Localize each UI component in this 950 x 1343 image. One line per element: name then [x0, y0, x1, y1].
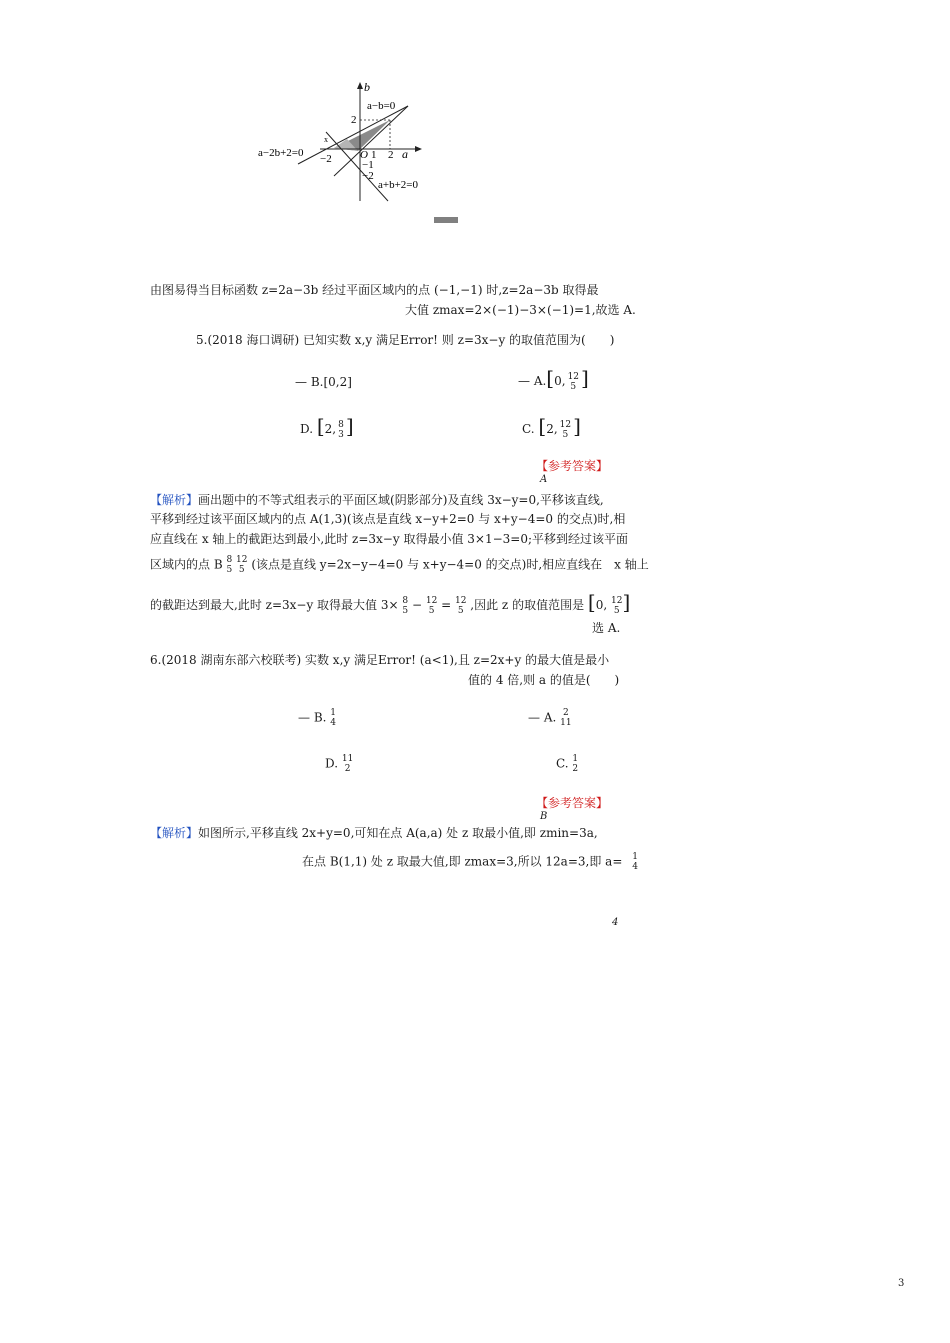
- tick-minus2-bottom: −2: [362, 170, 374, 182]
- q6-option-c-den: 2: [572, 764, 579, 774]
- q5-option-a-lo: 0,: [554, 374, 566, 388]
- sol6-line2: [302, 852, 638, 872]
- q6-option-b-den: 4: [330, 718, 337, 728]
- q6-stem2: 值的 4 倍,则 a 的值是( ): [468, 673, 620, 687]
- sol5-m-num2: 12: [425, 595, 438, 606]
- q6-option-b-prefix: — B.: [298, 710, 327, 725]
- sol5-line4: [150, 555, 649, 575]
- q6-option-c: [556, 754, 578, 774]
- q6-option-d-num: 11: [341, 754, 354, 764]
- q6-option-a-num: 2: [562, 708, 569, 718]
- para1-line1: 由图易得当目标函数 z=2a−3b 经过平面区域内的点 (−1,−1) 时,z=2a−3b 取得最: [150, 283, 599, 297]
- a-axis-arrow: [415, 146, 422, 152]
- sol5-line3: 应直线在 x 轴上的截距达到最小,此时 z=3x−y 取得最小值 3×1−3=0;平移到经过该平面: [150, 532, 629, 546]
- sol6-line1-text: 如图所示,平移直线 2x+y=0,可知在点 A(a,a) 处 z 取最小值,即 zmin=3a,: [198, 826, 598, 840]
- q6-answer-label: 【参考答案】: [536, 796, 609, 810]
- sol5-line5-end: ,因此 z 的取值范围是: [470, 598, 585, 612]
- sol5-range-num: 12: [611, 595, 623, 606]
- sol5-b-num2: 12: [236, 555, 248, 565]
- page-number: 3: [898, 1278, 905, 1289]
- sol6-stray-mark: 4: [612, 917, 619, 928]
- q5-option-c-prefix: C.: [522, 422, 535, 436]
- sol5-line2: 平移到经过该平面区域内的点 A(1,3)(该点是直线 x−y+2=0 与 x+y−4=0 的交点)时,相: [150, 512, 626, 526]
- label-x-small: x: [324, 135, 328, 144]
- q6-answer-value: B: [540, 811, 548, 822]
- q6-option-a: [528, 708, 572, 728]
- sol5-tail: 选 A.: [592, 621, 621, 635]
- q6-option-d-den: 2: [344, 764, 351, 774]
- q5-answer-value: A: [540, 474, 548, 485]
- sol5-b-den2: 5: [238, 565, 245, 575]
- tick-2-top: 2: [351, 114, 357, 126]
- sol6-ans-num: 1: [632, 852, 638, 862]
- sol5-line1-text: 画出题中的不等式组表示的平面区域(阴影部分)及直线 3x−y=0,平移该直线,: [198, 493, 604, 507]
- tick-1: 1: [371, 149, 377, 161]
- tick-2-right: 2: [388, 149, 394, 161]
- q6-stem: 6.(2018 湖南东部六校联考) 实数 x,y 满足Error! (a<1),且 z=2x+y 的最大值是最小: [150, 653, 610, 667]
- label-line-a-plus-b: a+b+2=0: [378, 179, 418, 191]
- sol5-range-lo: 0,: [595, 598, 608, 612]
- sol5-line4-end: (该点是直线 y=2x−y−4=0 与 x+y−4=0 的交点)时,相应直线在 x 轴上: [251, 557, 649, 572]
- b-axis-arrow: [357, 82, 363, 89]
- sol5-line1: [150, 492, 604, 508]
- tick-minus2-left: −2: [320, 153, 332, 165]
- feasible-region-figure: [250, 76, 440, 206]
- b-axis-label: b: [364, 80, 370, 94]
- origin-label: O: [360, 149, 368, 161]
- q5-option-d-den: 3: [338, 429, 344, 440]
- q5-option-c-den: 5: [562, 429, 569, 440]
- a-axis-label: a: [402, 147, 408, 161]
- q5-option-a-den: 5: [570, 381, 577, 392]
- sol5-m-num3: 12: [455, 595, 467, 606]
- q6-option-b: [298, 708, 336, 728]
- para1-line2: 大值 zmax=2×(−1)−3×(−1)=1,故选 A.: [405, 303, 636, 317]
- q5-answer-label: 【参考答案】: [536, 459, 609, 473]
- label-line-a-2b: a−2b+2=0: [258, 147, 304, 159]
- figure-mark: [434, 217, 458, 223]
- q5-option-b: — B.[0,2]: [295, 375, 352, 389]
- q5-option-d-num: 8: [338, 419, 344, 430]
- sol5-line5-start: 的截距达到最大,此时 z=3x−y 取得最大值 3×: [150, 598, 399, 612]
- tick-minus1: −1: [362, 159, 374, 171]
- sol5-m-den2: 5: [428, 605, 435, 616]
- q6-option-d: [325, 754, 353, 774]
- sol6-line1: [150, 825, 598, 841]
- q5-option-d: D. [2, 8 3 ]: [300, 414, 354, 440]
- q5-option-a: — A.[0, 12 5 ]: [518, 366, 589, 392]
- sol5-m-den1: 5: [402, 605, 409, 616]
- q5-option-c-lo: 2,: [546, 422, 558, 436]
- sol5-range-den: 5: [613, 605, 620, 616]
- label-line-a-b: a−b=0: [367, 100, 396, 112]
- sol5-m-num1: 8: [402, 595, 409, 606]
- q6-option-a-den: 11: [560, 718, 572, 728]
- q6-option-c-prefix: C.: [556, 756, 569, 771]
- sol5-label: 【解析】: [150, 493, 199, 507]
- q5-option-a-num: 12: [567, 371, 580, 382]
- q5-option-c-num: 12: [559, 419, 572, 430]
- q6-option-c-num: 1: [572, 754, 579, 764]
- sol6-ans-den: 4: [632, 862, 638, 872]
- q5-option-d-prefix: D.: [300, 422, 314, 436]
- q6-option-b-num: 1: [330, 708, 337, 718]
- sol5-line4-start: 区域内的点 B: [150, 557, 223, 572]
- sol6-line2-text: 在点 B(1,1) 处 z 取最大值,即 zmax=3,所以 12a=3,即 a=: [302, 854, 623, 869]
- sol5-b-num1: 8: [226, 555, 233, 565]
- q6-option-a-prefix: — A.: [528, 710, 557, 725]
- q5-option-d-lo: 2,: [324, 422, 337, 436]
- q5-option-a-prefix: — A.: [518, 374, 547, 388]
- q5-stem: 5.(2018 海口调研) 已知实数 x,y 满足Error! 则 z=3x−y 的取值范围为( ): [196, 333, 615, 347]
- q5-option-c: C. [2, 12 5 ]: [522, 414, 581, 440]
- sol6-label: 【解析】: [150, 826, 199, 840]
- sol5-line5: 的截距达到最大,此时 z=3x−y 取得最大值 3× 8 5 − 12 5 = 12 5 ,因此 z 的取值范围是 [0, 12 5 ]: [150, 590, 631, 616]
- sol5-m-den3: 5: [457, 605, 464, 616]
- sol5-b-den1: 5: [226, 565, 233, 575]
- q6-option-d-prefix: D.: [325, 756, 339, 771]
